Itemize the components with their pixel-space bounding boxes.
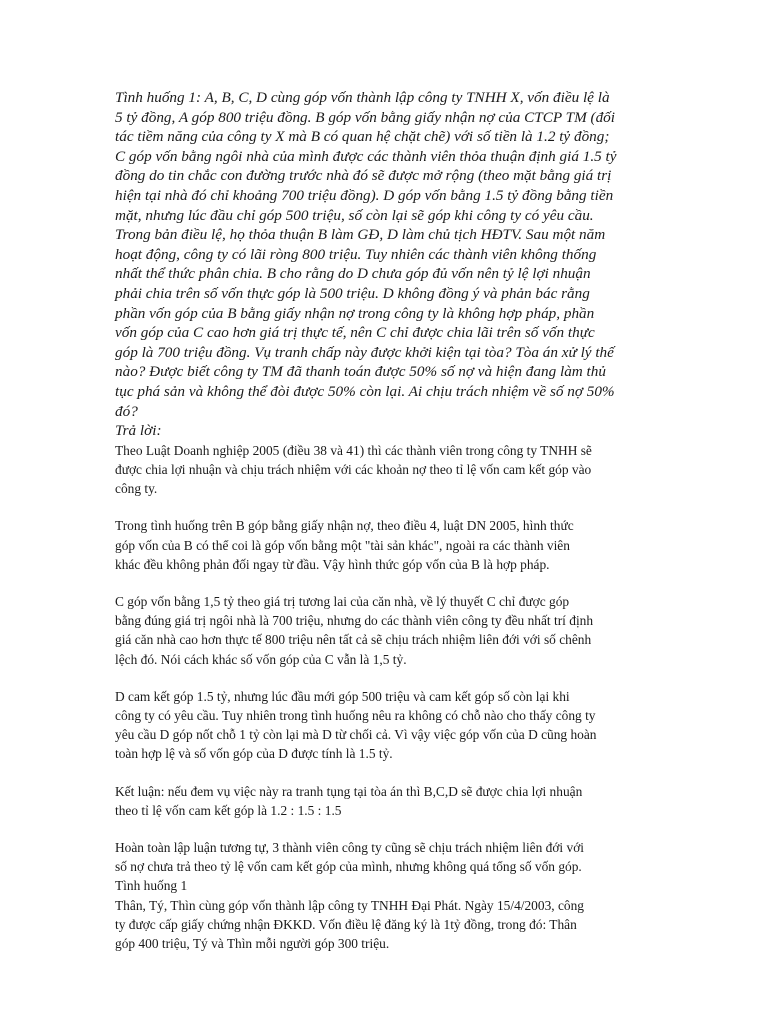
answer-label: Trả lời: xyxy=(115,422,162,440)
case-question: Tình huống 1: A, B, C, D cùng góp vốn thành lập công ty TNHH X, vốn điều lệ là 5 tỷ đồng, A góp 800 triệu đồng. B góp vốn bằng giấy nhận nợ của CTCP TM (đối tác tiềm năng của công ty X mà B có quan hệ chặt chẽ) với số tiền là 1.2 tỷ đồng; C góp vốn bằng ngôi nhà của mình được các thành viên thỏa thuận định giá 1.5 tỷ đồng do tin chắc con đường trước nhà đó sẽ được mở rộng (theo mặt bằng giá trị hiện tại nhà đó chỉ khoảng 700 triệu đồng). D góp vốn bằng 1.5 tỷ đồng bằng tiền mặt, nhưng lúc đầu chỉ góp 500 triệu, số còn lại sẽ góp khi công ty có yêu cầu. Trong bản điều lệ, họ thỏa thuận B làm GĐ, D làm chủ tịch HĐTV. Sau một năm hoạt động, công ty có lãi ròng 800 triệu. Tuy nhiên các thành viên không thống nhất thể thức phân chia. B cho rằng do D chưa góp đủ vốn nên tỷ lệ lợi nhuận phải chia trên số vốn thực góp là 500 triệu. D không đồng ý và phản bác rằng phần vốn góp của B bằng giấy nhận nợ trong công ty là không hợp pháp, phần vốn góp của C cao hơn giá trị thực tế, nên C chỉ được chia lãi trên số vốn thực góp là 700 triệu đồng. Vụ tranh chấp này được khởi kiện tại tòa? Tòa án xử lý thế nào? Được biết công ty TM đã thanh toán được 50% số nợ và hiện đang làm thủ tục phá sản và không thể đòi được 50% còn lại. Ai chịu trách nhiệm về số nợ 50% đó? xyxy=(115,89,617,420)
conclusion-paragraph: Kết luận: nếu đem vụ việc này ra tranh tụng tại tòa án thì B,C,D sẽ được chia lợi nhuận theo tỉ lệ vốn cam kết góp là 1.2 : 1.5 : 1.5 xyxy=(115,783,583,818)
case2-body: Thân, Tý, Thìn cùng góp vốn thành lập công ty TNHH Đại Phát. Ngày 15/4/2003, công ty được cấp giấy chứng nhận ĐKKD. Vốn điều lệ đăng ký là 1tỷ đồng, trong đó: Thân góp 400 triệu, Tý và Thìn mỗi người góp 300 triệu. xyxy=(115,897,584,951)
case2-title: Tình huống 1 xyxy=(115,878,188,894)
liability-paragraph: Hoàn toàn lập luận tương tự, 3 thành viên công ty cũng sẽ chịu trách nhiệm liên đới với số nợ chưa trả theo tỷ lệ vốn cam kết góp của mình, nhưng không quá tổng số vốn góp. xyxy=(115,839,584,875)
answer-paragraph-2: Trong tình huống trên B góp bằng giấy nhận nợ, theo điều 4, luật DN 2005, hình thức góp vốn của B có thể coi là góp vốn bằng một "tài sản khác", ngoài ra các thành viên khác đều không phản đối ngay từ đầu. Vậy hình thức góp vốn của B là hợp pháp. xyxy=(115,518,574,572)
answer-paragraph-4: D cam kết góp 1.5 tỷ, nhưng lúc đầu mới góp 500 triệu và cam kết góp số còn lại khi công ty có yêu cầu. Tuy nhiên trong tình huống nêu ra không có chỗ nào cho thấy công ty yêu cầu D góp nốt chỗ 1 tỷ còn lại mà D từ chối cả. Vì vậy việc góp vốn của D cũng hoàn toàn hợp lệ và số vốn góp của D được tính là 1.5 tỷ. xyxy=(115,688,597,762)
document-page xyxy=(115,88,655,953)
answer-paragraph-3: C góp vốn bằng 1,5 tỷ theo giá trị tương lai của căn nhà, về lý thuyết C chỉ được góp bằng đúng giá trị ngôi nhà là 700 triệu, nhưng do các thành viên công ty đều nhất trí định giá căn nhà cao hơn thực tế 800 triệu nên tất cả sẽ chịu trách nhiệm liên đới với số chênh lệch đó. Nói cách khác số vốn góp của C vẫn là 1,5 tỷ. xyxy=(115,593,594,667)
answer-paragraph-1: Theo Luật Doanh nghiệp 2005 (điều 38 và 41) thì các thành viên trong công ty TNHH sẽ được chia lợi nhuận và chịu trách nhiệm với các khoản nợ theo tỉ lệ vốn cam kết góp vào công ty. xyxy=(115,442,592,497)
